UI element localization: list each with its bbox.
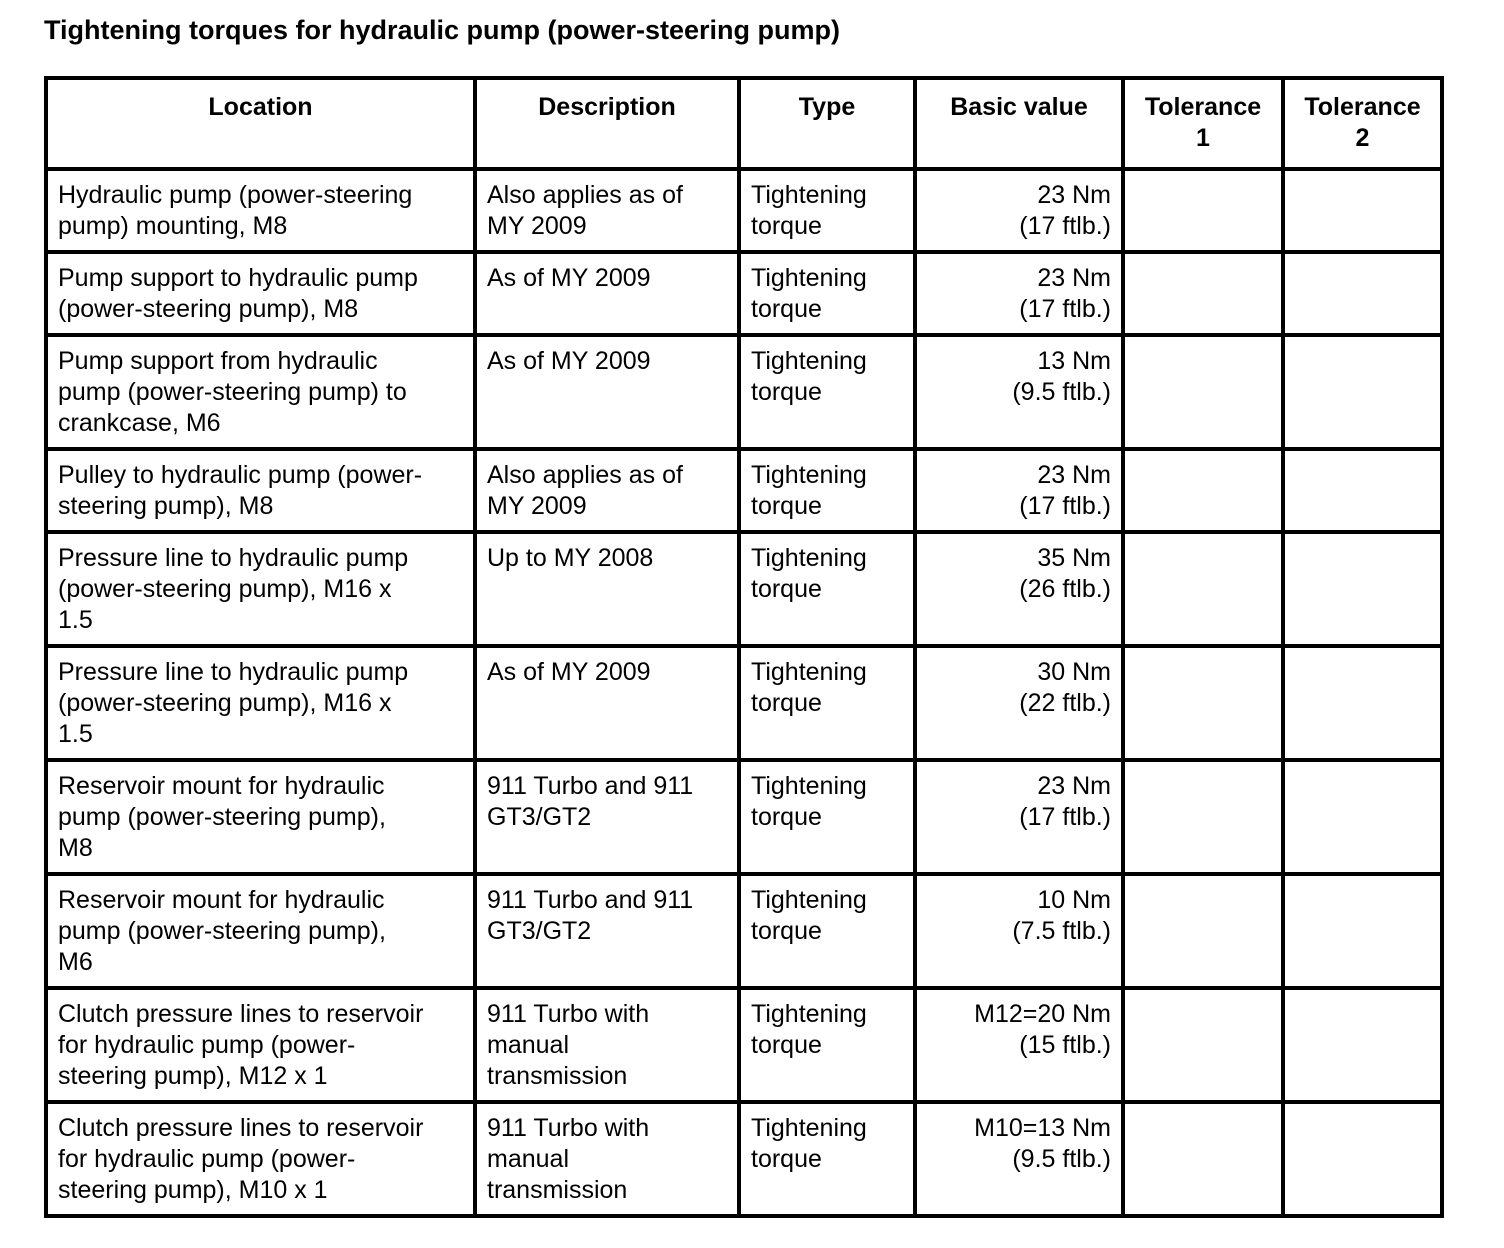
header-tolerance-2 — [1283, 78, 1442, 169]
cell-location — [46, 1102, 475, 1216]
cell-basic-value-line: (17 ftlb.) — [1019, 492, 1111, 520]
cell-tolerance-2 — [1283, 335, 1442, 449]
cell-location-line: Clutch pressure lines to reservoir — [58, 1000, 424, 1028]
cell-description — [475, 1102, 739, 1216]
table-row — [46, 449, 1442, 532]
cell-location-line: M6 — [58, 948, 93, 976]
cell-basic-value — [915, 988, 1123, 1102]
header-type: Type — [739, 78, 915, 169]
cell-type-line: torque — [751, 212, 822, 240]
cell-tolerance-2 — [1283, 874, 1442, 988]
cell-location — [46, 449, 475, 532]
cell-description-line: manual — [487, 1031, 569, 1059]
cell-basic-value-line: M10=13 Nm — [974, 1114, 1111, 1142]
cell-location — [46, 646, 475, 760]
cell-type-line: torque — [751, 492, 822, 520]
cell-basic-value-line: 10 Nm — [1037, 886, 1111, 914]
cell-type — [739, 1102, 915, 1216]
cell-type-line: Tightening — [751, 544, 867, 572]
cell-basic-value-line: 23 Nm — [1037, 461, 1111, 489]
cell-description-line: GT3/GT2 — [487, 917, 592, 945]
cell-location-line: Reservoir mount for hydraulic — [58, 772, 385, 800]
table-row — [46, 874, 1442, 988]
cell-type-line: Tightening — [751, 1114, 867, 1142]
cell-description — [475, 646, 739, 760]
cell-location — [46, 532, 475, 646]
cell-basic-value-line: (17 ftlb.) — [1019, 212, 1111, 240]
cell-tolerance-1 — [1123, 1102, 1283, 1216]
cell-location-line: Pressure line to hydraulic pump — [58, 658, 409, 686]
table-row — [46, 335, 1442, 449]
cell-tolerance-1 — [1123, 988, 1283, 1102]
cell-type-line: torque — [751, 1031, 822, 1059]
cell-tolerance-1 — [1123, 169, 1283, 252]
cell-location-line: Pressure line to hydraulic pump — [58, 544, 409, 572]
cell-type — [739, 874, 915, 988]
cell-location-line: steering pump), M10 x 1 — [58, 1176, 328, 1204]
cell-basic-value — [915, 760, 1123, 874]
cell-basic-value — [915, 646, 1123, 760]
cell-location-line: for hydraulic pump (power- — [58, 1145, 356, 1173]
header-tolerance-2-number: 2 — [1355, 124, 1370, 152]
cell-basic-value-line: 30 Nm — [1037, 658, 1111, 686]
cell-basic-value-line: 35 Nm — [1037, 544, 1111, 572]
cell-location-line: steering pump), M8 — [58, 492, 274, 520]
cell-type-line: torque — [751, 378, 822, 406]
cell-basic-value — [915, 1102, 1123, 1216]
table-row — [46, 760, 1442, 874]
cell-description — [475, 760, 739, 874]
cell-type-line: torque — [751, 917, 822, 945]
cell-description-line: transmission — [487, 1062, 628, 1090]
cell-location-line: Pulley to hydraulic pump (power- — [58, 461, 423, 489]
cell-basic-value-line: (26 ftlb.) — [1019, 575, 1111, 603]
cell-basic-value-line: (15 ftlb.) — [1019, 1031, 1111, 1059]
cell-location-line: for hydraulic pump (power- — [58, 1031, 356, 1059]
cell-type-line: torque — [751, 1145, 822, 1173]
cell-tolerance-1 — [1123, 335, 1283, 449]
cell-type — [739, 646, 915, 760]
cell-description-line: 911 Turbo and 911 — [487, 886, 694, 914]
header-basic-value: Basic value — [915, 78, 1123, 169]
cell-description-line: Up to MY 2008 — [487, 544, 654, 572]
cell-description — [475, 335, 739, 449]
cell-type-line: torque — [751, 689, 822, 717]
cell-location — [46, 252, 475, 335]
cell-basic-value-line: 13 Nm — [1037, 347, 1111, 375]
cell-basic-value-line: 23 Nm — [1037, 772, 1111, 800]
cell-location-line: crankcase, M6 — [58, 409, 221, 437]
cell-type — [739, 760, 915, 874]
header-description: Description — [475, 78, 739, 169]
cell-description-line: 911 Turbo and 911 — [487, 772, 694, 800]
cell-location-line: pump) mounting, M8 — [58, 212, 288, 240]
cell-basic-value-line: (22 ftlb.) — [1019, 689, 1111, 717]
table-row — [46, 169, 1442, 252]
cell-tolerance-2 — [1283, 1102, 1442, 1216]
cell-description-line: MY 2009 — [487, 212, 587, 240]
cell-tolerance-2 — [1283, 449, 1442, 532]
cell-type-line: Tightening — [751, 1000, 867, 1028]
cell-basic-value — [915, 532, 1123, 646]
table-row — [46, 252, 1442, 335]
cell-location — [46, 988, 475, 1102]
cell-location-line: (power-steering pump), M8 — [58, 295, 359, 323]
cell-basic-value — [915, 169, 1123, 252]
cell-description-line: As of MY 2009 — [487, 347, 651, 375]
cell-location-line: Clutch pressure lines to reservoir — [58, 1114, 424, 1142]
cell-description — [475, 252, 739, 335]
cell-tolerance-2 — [1283, 760, 1442, 874]
cell-description — [475, 532, 739, 646]
cell-type-line: Tightening — [751, 461, 867, 489]
cell-type-line: Tightening — [751, 264, 867, 292]
cell-location-line: 1.5 — [58, 606, 93, 634]
cell-description — [475, 169, 739, 252]
table-row — [46, 988, 1442, 1102]
cell-type — [739, 532, 915, 646]
cell-type-line: Tightening — [751, 347, 867, 375]
cell-basic-value-line: M12=20 Nm — [974, 1000, 1111, 1028]
cell-basic-value — [915, 252, 1123, 335]
table-body — [46, 169, 1442, 1216]
cell-description-line: MY 2009 — [487, 492, 587, 520]
cell-type-line: torque — [751, 803, 822, 831]
cell-basic-value — [915, 874, 1123, 988]
cell-type — [739, 169, 915, 252]
cell-location — [46, 760, 475, 874]
table-row — [46, 646, 1442, 760]
cell-location-line: (power-steering pump), M16 x — [58, 575, 392, 603]
cell-location-line: (power-steering pump), M16 x — [58, 689, 392, 717]
cell-basic-value — [915, 335, 1123, 449]
cell-location — [46, 169, 475, 252]
header-tolerance-1-number: 1 — [1196, 124, 1210, 152]
table-row — [46, 532, 1442, 646]
cell-location — [46, 335, 475, 449]
cell-basic-value-line: (9.5 ftlb.) — [1012, 1145, 1111, 1173]
header-location: Location — [46, 78, 475, 169]
header-tolerance-2-word: Tolerance — [1304, 93, 1421, 121]
cell-basic-value-line: (9.5 ftlb.) — [1012, 378, 1111, 406]
cell-location-line: Reservoir mount for hydraulic — [58, 886, 385, 914]
cell-tolerance-2 — [1283, 169, 1442, 252]
cell-tolerance-2 — [1283, 532, 1442, 646]
cell-tolerance-1 — [1123, 874, 1283, 988]
cell-basic-value-line: 23 Nm — [1037, 264, 1111, 292]
cell-tolerance-1 — [1123, 252, 1283, 335]
cell-location-line: steering pump), M12 x 1 — [58, 1062, 328, 1090]
cell-description-line: 911 Turbo with — [487, 1000, 650, 1028]
cell-type-line: Tightening — [751, 658, 867, 686]
cell-description-line: manual — [487, 1145, 569, 1173]
cell-location — [46, 874, 475, 988]
cell-location-line: pump (power-steering pump), — [58, 803, 386, 831]
cell-basic-value-line: (17 ftlb.) — [1019, 295, 1111, 323]
cell-tolerance-2 — [1283, 646, 1442, 760]
cell-tolerance-1 — [1123, 532, 1283, 646]
cell-description — [475, 449, 739, 532]
table-header-row — [46, 78, 1442, 169]
cell-description-line: As of MY 2009 — [487, 658, 651, 686]
cell-type — [739, 449, 915, 532]
cell-description-line: GT3/GT2 — [487, 803, 592, 831]
cell-type-line: torque — [751, 295, 822, 323]
cell-location-line: pump (power-steering pump) to — [58, 378, 407, 406]
cell-basic-value — [915, 449, 1123, 532]
cell-type-line: Tightening — [751, 181, 867, 209]
cell-tolerance-2 — [1283, 988, 1442, 1102]
table-row — [46, 1102, 1442, 1216]
cell-tolerance-1 — [1123, 760, 1283, 874]
cell-location-line: 1.5 — [58, 720, 93, 748]
cell-location-line: Pump support to hydraulic pump — [58, 264, 418, 292]
cell-basic-value-line: (17 ftlb.) — [1019, 803, 1111, 831]
cell-description-line: As of MY 2009 — [487, 264, 651, 292]
cell-description-line: 911 Turbo with — [487, 1114, 650, 1142]
cell-location-line: Pump support from hydraulic — [58, 347, 378, 375]
cell-basic-value-line: 23 Nm — [1037, 181, 1111, 209]
cell-type-line: Tightening — [751, 886, 867, 914]
cell-tolerance-1 — [1123, 449, 1283, 532]
cell-type — [739, 335, 915, 449]
cell-description — [475, 988, 739, 1102]
cell-location-line: pump (power-steering pump), — [58, 917, 386, 945]
cell-description-line: Also applies as of — [487, 181, 683, 209]
cell-type — [739, 252, 915, 335]
header-tolerance-1-word: Tolerance — [1144, 93, 1262, 121]
cell-type — [739, 988, 915, 1102]
cell-type-line: torque — [751, 575, 822, 603]
cell-tolerance-1 — [1123, 646, 1283, 760]
cell-tolerance-2 — [1283, 252, 1442, 335]
page-title: Tightening torques for hydraulic pump (power-steering pump) — [44, 15, 841, 45]
cell-location-line: Hydraulic pump (power-steering — [58, 181, 413, 209]
torque-table — [44, 76, 1444, 1218]
cell-description-line: Also applies as of — [487, 461, 683, 489]
cell-description — [475, 874, 739, 988]
cell-description-line: transmission — [487, 1176, 628, 1204]
cell-location-line: M8 — [58, 834, 93, 862]
header-tolerance-1 — [1123, 78, 1283, 169]
cell-basic-value-line: (7.5 ftlb.) — [1012, 917, 1111, 945]
cell-type-line: Tightening — [751, 772, 867, 800]
